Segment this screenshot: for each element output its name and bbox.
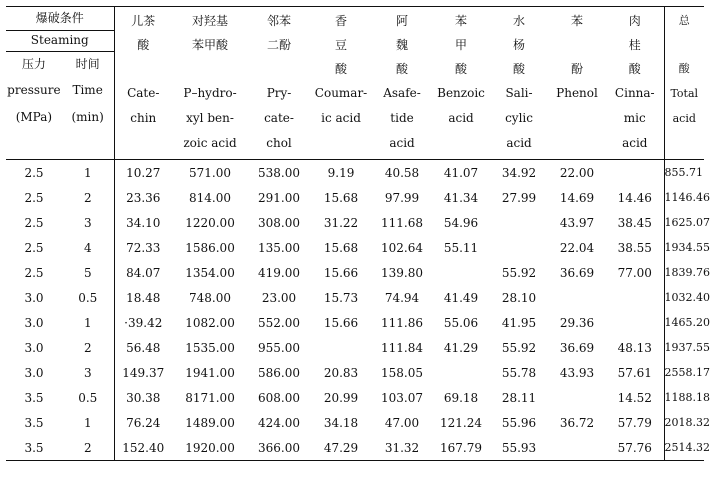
total-acid-cell: 855.71 (664, 160, 704, 186)
compound-header-line: ic acid (321, 111, 361, 125)
compound-header (248, 7, 310, 160)
value-cell: 1535.00 (185, 340, 235, 355)
total-acid-cell: 1032.40 (664, 285, 704, 310)
value-cell: 608.00 (258, 390, 301, 405)
total-acid-cell: 1146.46 (664, 185, 704, 210)
value-cell: 43.97 (559, 215, 595, 230)
value-cell: 34.18 (323, 415, 359, 430)
pressure-cell: 3.5 (6, 435, 62, 461)
compound-header-line: 杨 (513, 38, 526, 52)
value-cell: 14.69 (559, 190, 595, 205)
value-cell (548, 385, 606, 410)
pressure-cell: 2.5 (24, 265, 44, 280)
compound-header-line: 总 (678, 14, 690, 27)
compound-header-line: chin (130, 111, 157, 125)
pressure-cell: 2.5 (24, 215, 44, 230)
value-cell: 22.00 (548, 160, 606, 186)
compound-header-line: 桂 (628, 38, 641, 52)
pressure-cell: 3.5 (24, 390, 44, 405)
value-cell: 40.58 (372, 160, 432, 186)
value-cell: 38.55 (617, 240, 652, 255)
value-cell: 55.06 (443, 315, 479, 330)
compound-header-line: chol (266, 136, 292, 150)
compound-header-line: mic (623, 111, 646, 125)
value-cell: 8171.00 (185, 390, 235, 405)
value-cell: 29.36 (559, 315, 595, 330)
table-row (6, 335, 704, 360)
value-cell: 14.46 (617, 190, 652, 205)
value-cell: 31.22 (323, 215, 359, 230)
compound-header (172, 7, 248, 160)
value-cell (606, 285, 664, 310)
value-cell: 18.48 (114, 285, 172, 310)
value-cell: 15.66 (323, 265, 359, 280)
value-cell: 57.61 (617, 365, 652, 380)
value-cell: 57.79 (617, 415, 652, 430)
compound-header-line (248, 57, 310, 81)
compound-header-line (665, 33, 705, 57)
compound-header-line: 豆 (335, 38, 348, 52)
value-cell: 41.07 (432, 160, 490, 186)
time-cell: 5 (83, 265, 92, 280)
conditions-subheader (6, 31, 114, 160)
compound-header-line: 肉 (628, 14, 641, 28)
value-cell: 43.93 (559, 365, 595, 380)
table-row (6, 385, 704, 410)
value-cell: 1082.00 (185, 315, 235, 330)
compound-header-line: Cate- (127, 86, 160, 100)
value-cell (490, 235, 548, 260)
compound-header-line: 酸 (513, 62, 526, 76)
compound-header-line: 酸 (628, 62, 641, 76)
compound-header-line: 魏 (396, 38, 409, 52)
value-cell: 135.00 (258, 240, 301, 255)
time-cell: 1 (83, 415, 92, 430)
value-cell: 23.36 (114, 185, 172, 210)
compound-header-line: Asafe- (383, 86, 421, 100)
compound-header (548, 7, 606, 160)
value-cell: 55.92 (501, 340, 537, 355)
value-cell: 955.00 (258, 340, 301, 355)
value-cell: 41.49 (443, 290, 479, 305)
compound-header (372, 7, 432, 160)
compound-header-line: acid (672, 112, 696, 125)
compound-header-line: 香 (335, 14, 348, 28)
value-cell: 97.99 (384, 190, 420, 205)
pressure-cell: 2.5 (24, 190, 44, 205)
compound-header-line: acid (506, 136, 532, 150)
compound-header-line (115, 131, 173, 156)
compound-header-line: 酸 (678, 62, 690, 75)
compound-header-line (172, 57, 248, 81)
value-cell: 149.37 (114, 360, 172, 385)
value-cell: 10.27 (114, 160, 172, 186)
value-cell: 55.78 (501, 365, 537, 380)
time-cell: 3 (83, 215, 92, 230)
value-cell: 748.00 (189, 290, 232, 305)
time-cell: 4 (83, 240, 92, 255)
compound-header (490, 7, 548, 160)
pressure-header (6, 52, 62, 131)
value-cell: 814.00 (189, 190, 232, 205)
compound-header-line: 酸 (455, 62, 468, 76)
steaming-conditions-header (6, 7, 114, 31)
compound-header-line (548, 131, 606, 156)
total-acid-cell: 1934.55 (664, 235, 704, 260)
value-cell (432, 360, 490, 385)
compound-header-line (432, 131, 490, 156)
compound-header-line: cylic (505, 111, 533, 125)
value-cell (548, 435, 606, 461)
value-cell: 27.99 (501, 190, 537, 205)
time-header (62, 52, 114, 131)
value-cell: 41.95 (501, 315, 537, 330)
compound-header-line: acid (389, 136, 415, 150)
value-cell: 34.92 (490, 160, 548, 186)
compound-header-line: Benzoic (437, 86, 485, 100)
value-cell (606, 160, 664, 186)
value-cell: 291.00 (258, 190, 301, 205)
compound-header-line: Cinna- (614, 86, 655, 100)
compound-header (114, 7, 172, 160)
compound-header-line (310, 131, 372, 156)
conditions-en-label: Steaming (6, 31, 114, 52)
value-cell: 102.64 (381, 240, 424, 255)
value-cell: 41.29 (443, 340, 479, 355)
table-row (6, 410, 704, 435)
value-cell: 538.00 (248, 160, 310, 186)
value-cell: 103.07 (381, 390, 424, 405)
table-row (6, 260, 704, 285)
total-acid-cell: 2018.32 (664, 410, 704, 435)
compound-header-line: acid (448, 111, 474, 125)
table-body (6, 160, 710, 461)
compound-header-line: tide (390, 111, 414, 125)
compound-header-line: Coumar- (314, 86, 368, 100)
compound-header-line: 阿 (396, 14, 409, 28)
value-cell: 419.00 (258, 265, 301, 280)
compound-header-line: cate- (264, 111, 294, 125)
pressure-cell: 3.0 (24, 290, 44, 305)
time-cell: 1 (83, 315, 92, 330)
value-cell: 55.96 (501, 415, 537, 430)
value-cell: 69.18 (443, 390, 479, 405)
value-cell: 1220.00 (185, 215, 235, 230)
compound-header (664, 7, 704, 160)
value-cell: 1489.00 (185, 415, 235, 430)
value-cell: 552.00 (258, 315, 301, 330)
value-cell: 28.10 (501, 290, 537, 305)
value-cell: 36.72 (559, 415, 595, 430)
time-cell: 0.5 (78, 390, 98, 405)
value-cell: 424.00 (258, 415, 301, 430)
value-cell (490, 210, 548, 235)
total-acid-cell: 1625.07 (664, 210, 704, 235)
pressure-cell: 3.0 (24, 340, 44, 355)
value-cell: 30.38 (114, 385, 172, 410)
compound-header-line: 甲 (455, 38, 468, 52)
compound-header-line: 对羟基 (192, 14, 229, 28)
time-cell: 2 (62, 435, 114, 461)
total-acid-cell: 1465.20 (664, 310, 704, 335)
pressure-cell: 3.5 (24, 415, 44, 430)
compound-header-line: 苯甲酸 (192, 38, 229, 52)
value-cell: 139.80 (381, 265, 424, 280)
pressure-cell: 3.0 (24, 315, 44, 330)
compound-header-line: 酸 (335, 62, 348, 76)
value-cell: 1941.00 (185, 365, 235, 380)
time-cell: 3 (83, 365, 92, 380)
value-cell: 76.24 (114, 410, 172, 435)
value-cell: 15.73 (323, 290, 359, 305)
compound-header-line: 酸 (396, 62, 409, 76)
value-cell: 167.79 (432, 435, 490, 461)
value-cell: 9.19 (310, 160, 372, 186)
value-cell: 22.04 (559, 240, 595, 255)
value-cell: 28.11 (501, 390, 537, 405)
table-row (6, 235, 704, 260)
value-cell (606, 310, 664, 335)
value-cell: 158.05 (381, 365, 424, 380)
time-cell: 2 (83, 190, 92, 205)
value-cell: 15.68 (323, 190, 359, 205)
table-row (6, 160, 704, 186)
table-row (6, 185, 704, 210)
pressure-cell: 2.5 (24, 240, 44, 255)
value-cell: 47.29 (310, 435, 372, 461)
value-cell: 571.00 (172, 160, 248, 186)
compound-header-line: 儿茶 (131, 14, 156, 28)
value-cell: 36.69 (559, 265, 595, 280)
total-acid-cell: 1839.76 (664, 260, 704, 285)
value-cell: 20.99 (323, 390, 359, 405)
value-cell: 111.68 (381, 215, 424, 230)
compound-header-line (548, 106, 606, 131)
compound-header-line: Sali- (505, 86, 533, 100)
value-cell: 31.32 (372, 435, 432, 461)
value-cell: 41.34 (443, 190, 479, 205)
compound-header (310, 7, 372, 160)
compound-header (606, 7, 664, 160)
pressure-cell: 3.0 (24, 365, 44, 380)
value-cell: 152.40 (114, 435, 172, 461)
value-cell: 20.83 (323, 365, 359, 380)
value-cell: 366.00 (248, 435, 310, 461)
value-cell: 54.96 (443, 215, 479, 230)
total-acid-cell: 1937.55 (664, 335, 704, 360)
compound-header-line (115, 57, 173, 81)
value-cell (548, 285, 606, 310)
table-row (6, 310, 704, 335)
pressure-cell: 2.5 (6, 160, 62, 186)
value-cell: 72.33 (114, 235, 172, 260)
value-cell: 56.48 (114, 335, 172, 360)
compound-header-line: acid (622, 136, 648, 150)
value-cell: 1920.00 (172, 435, 248, 461)
table-row (6, 210, 704, 235)
value-cell: 14.52 (617, 390, 652, 405)
time-zh: 时间 (75, 57, 100, 71)
compound-header-line: xyl ben- (186, 111, 234, 125)
total-acid-cell: 1188.18 (664, 385, 704, 410)
compound-header-line: Phenol (556, 86, 598, 100)
time-cell: 1 (62, 160, 114, 186)
value-cell: 1586.00 (185, 240, 235, 255)
time-unit: (min) (71, 110, 104, 124)
compound-header-line (665, 131, 705, 156)
value-cell: 586.00 (258, 365, 301, 380)
compound-header-line: 二酚 (267, 38, 292, 52)
compound-header-line: Total (670, 87, 699, 100)
value-cell: 74.94 (384, 290, 420, 305)
table-row (6, 435, 704, 461)
compound-header-line: 酸 (137, 38, 150, 52)
value-cell: 34.10 (114, 210, 172, 235)
pressure-en: pressure (7, 83, 61, 97)
value-cell: 111.84 (381, 340, 424, 355)
value-cell: 77.00 (617, 265, 652, 280)
compound-header-line (548, 33, 606, 57)
data-table (6, 6, 710, 461)
pressure-zh: 压力 (21, 57, 46, 71)
value-cell: 47.00 (384, 415, 420, 430)
conditions-zh-label: 爆破条件 (35, 11, 84, 25)
compound-header-line: 水 (513, 14, 526, 28)
value-cell: 38.45 (617, 215, 652, 230)
table-row (6, 285, 704, 310)
value-cell: 121.24 (440, 415, 483, 430)
value-cell: 57.76 (606, 435, 664, 461)
value-cell: 23.00 (261, 290, 297, 305)
value-cell: 55.93 (490, 435, 548, 461)
compound-header-line: Pry- (266, 86, 292, 100)
value-cell: 36.69 (559, 340, 595, 355)
value-cell: 55.92 (501, 265, 537, 280)
time-en: Time (72, 83, 103, 97)
value-cell: 111.86 (381, 315, 424, 330)
value-cell (432, 260, 490, 285)
value-cell: 308.00 (258, 215, 301, 230)
value-cell: 55.11 (443, 240, 479, 255)
value-cell: 15.68 (323, 240, 359, 255)
compound-header-line: 苯 (571, 14, 584, 28)
value-cell: 48.13 (617, 340, 652, 355)
value-cell: 84.07 (114, 260, 172, 285)
compound-header-line: P–hydro- (183, 86, 237, 100)
compound-header-line: 邻苯 (267, 14, 292, 28)
table-row (6, 360, 704, 385)
compound-header (432, 7, 490, 160)
total-acid-cell: 2514.32 (664, 435, 704, 461)
value-cell: 1354.00 (185, 265, 235, 280)
compound-header-line: 苯 (455, 14, 468, 28)
time-cell: 2 (83, 340, 92, 355)
value-cell: 15.66 (323, 315, 359, 330)
compound-header-line: zoic acid (183, 136, 237, 150)
compound-header-line: 酚 (571, 62, 584, 76)
value-cell (310, 335, 372, 360)
time-cell: 0.5 (78, 290, 98, 305)
value-cell: ·39.42 (114, 310, 172, 335)
pressure-unit: (MPa) (15, 110, 53, 124)
total-acid-cell: 2558.17 (664, 360, 704, 385)
